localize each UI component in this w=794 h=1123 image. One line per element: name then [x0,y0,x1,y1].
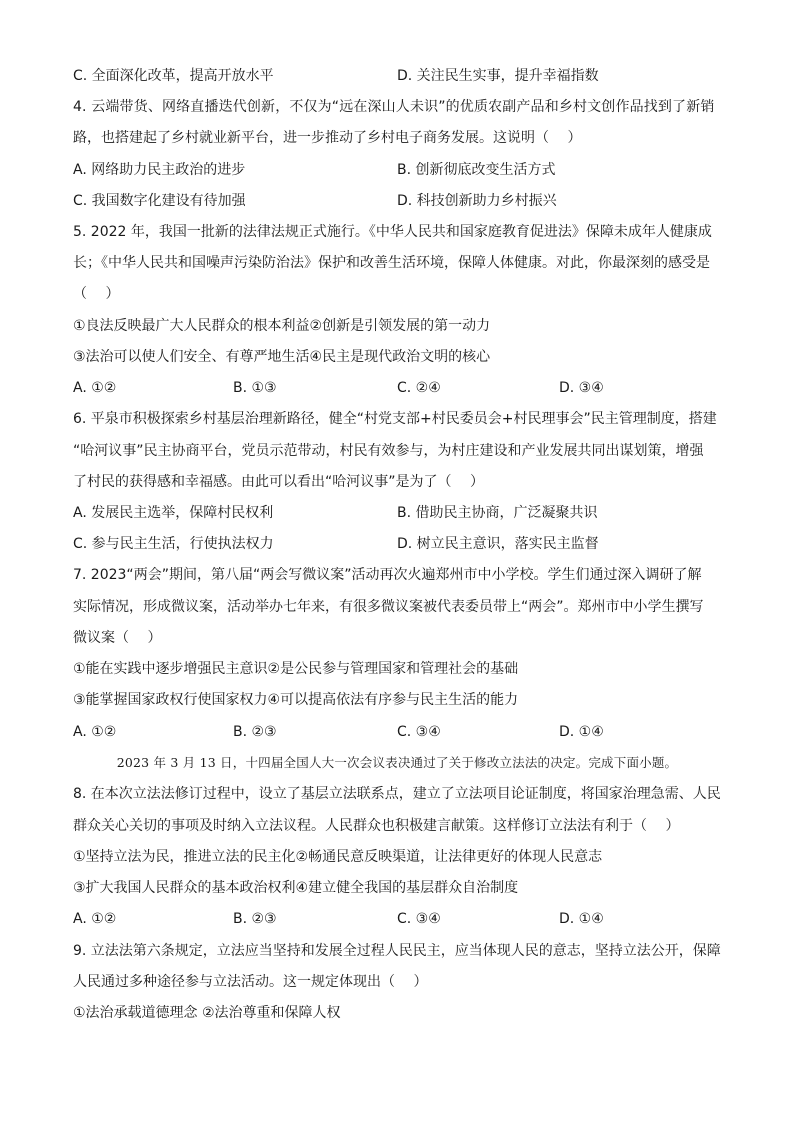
q8-stem-line-1: 8. 在本次立法法修订过程中，设立了基层立法联系点，建立了立法项目论证制度，将国家治理急需、人民 [73,786,721,802]
q6-option-d: D. 树立民主意识，落实民主监督 [397,536,599,552]
q3-option-d: D. 关注民生实事，提升幸福指数 [397,68,599,84]
q8-statements-1: ①坚持立法为民，推进立法的民主化②畅通民意反映渠道，让法律更好的体现人民意志 [73,849,603,865]
q8-option-d: D. ①④ [559,911,604,927]
q6-stem-line-1: 6. 平泉市积极探索乡村基层治理新路径，健全“村党支部+村民委员会+村民理事会”民主管理制度，搭建 [73,411,717,427]
q5-statements-2: ③法治可以使人们安全、有尊严地生活④民主是现代政治文明的核心 [73,349,491,365]
q7-stem-line-3: 微议案（ ） [73,630,162,646]
q7-option-b: B. ②③ [233,724,277,740]
q5-option-b: B. ①③ [233,380,277,396]
q5-stem-line-1: 5. 2022 年，我国一批新的法律法规正式施行。《中华人民共和国家庭教育促进法》保障未成年人健康成 [73,224,712,240]
q4-stem-line-1: 4. 云端带货、网络直播迭代创新，不仅为“远在深山人未识”的优质农副产品和乡村文创作品找到了新销 [73,99,715,115]
q5-stem-line-2: 长；《中华人民共和国噪声污染防治法》保护和改善生活环境，保障人体健康。对此，你最深刻的感受是 [73,255,710,271]
q4-option-c: C. 我国数字化建设有待加强 [73,193,246,209]
q8-option-c: C. ③④ [397,911,441,927]
q7-stem-line-2: 实际情况，形成微议案，活动举办七年来，有很多微议案被代表委员带上“两会”。郑州市中小学生撰写 [73,599,704,615]
q8-stem-line-2: 群众关心关切的事项及时纳入立法议程。人民群众也积极建言献策。这样修订立法法有利于（ ） [73,818,680,834]
q5-stem-line-3: （ ） [73,286,120,302]
q6-option-c: C. 参与民主生活，行使执法权力 [73,536,274,552]
q7-statements-1: ①能在实践中逐步增强民主意识②是公民参与管理国家和管理社会的基础 [73,661,519,677]
q8-option-b: B. ②③ [233,911,277,927]
q9-stem-line-1: 9. 立法法第六条规定，立法应当坚持和发展全过程人民民主，应当体现人民的意志，坚持立法公开，保障 [73,943,721,959]
q5-option-a: A. ①② [73,380,117,396]
q5-option-c: C. ②④ [397,380,441,396]
q9-stem-line-2: 人民通过多种途径参与立法活动。这一规定体现出（ ） [73,974,428,990]
q9-statements-1: ①法治承载道德理念 ②法治尊重和保障人权 [73,1005,341,1021]
q5-option-d: D. ③④ [559,380,604,396]
material-intro: 2023 年 3 月 13 日，十四届全国人大一次会议表决通过了关于修改立法法的决定。完成下面小题。 [116,755,678,770]
q6-option-b: B. 借助民主协商，广泛凝聚共识 [397,505,598,521]
q8-statements-2: ③扩大我国人民群众的基本政治权利④建立健全我国的基层群众自治制度 [73,880,519,896]
q6-stem-line-2: “哈河议事”民主协商平台，党员示范带动，村民有效参与，为村庄建设和产业发展共同出谋划策，增强 [73,443,704,459]
q3-option-c: C. 全面深化改革，提高开放水平 [73,68,274,84]
q6-option-a: A. 发展民主选举，保障村民权利 [73,505,274,521]
q6-stem-line-3: 了村民的获得感和幸福感。由此可以看出“哈河议事”是为了（ ） [73,474,484,490]
q4-option-b: B. 创新彻底改变生活方式 [397,162,556,178]
q7-option-d: D. ①④ [559,724,604,740]
q4-stem-line-2: 路，也搭建起了乡村就业新平台，进一步推动了乡村电子商务发展。这说明（ ） [73,130,582,146]
q7-option-a: A. ①② [73,724,117,740]
q5-statements-1: ①良法反映最广大人民群众的根本利益②创新是引领发展的第一动力 [73,318,491,334]
q7-stem-line-1: 7. 2023“两会”期间，第八届“两会写微议案”活动再次火遍郑州市中小学校。学生们通过深入调研了解 [73,567,702,583]
q7-option-c: C. ③④ [397,724,441,740]
q4-option-d: D. 科技创新助力乡村振兴 [397,193,557,209]
q4-option-a: A. 网络助力民主政治的进步 [73,162,246,178]
q7-statements-2: ③能掌握国家政权行使国家权力④可以提高依法有序参与民主生活的能力 [73,692,519,708]
q8-option-a: A. ①② [73,911,117,927]
